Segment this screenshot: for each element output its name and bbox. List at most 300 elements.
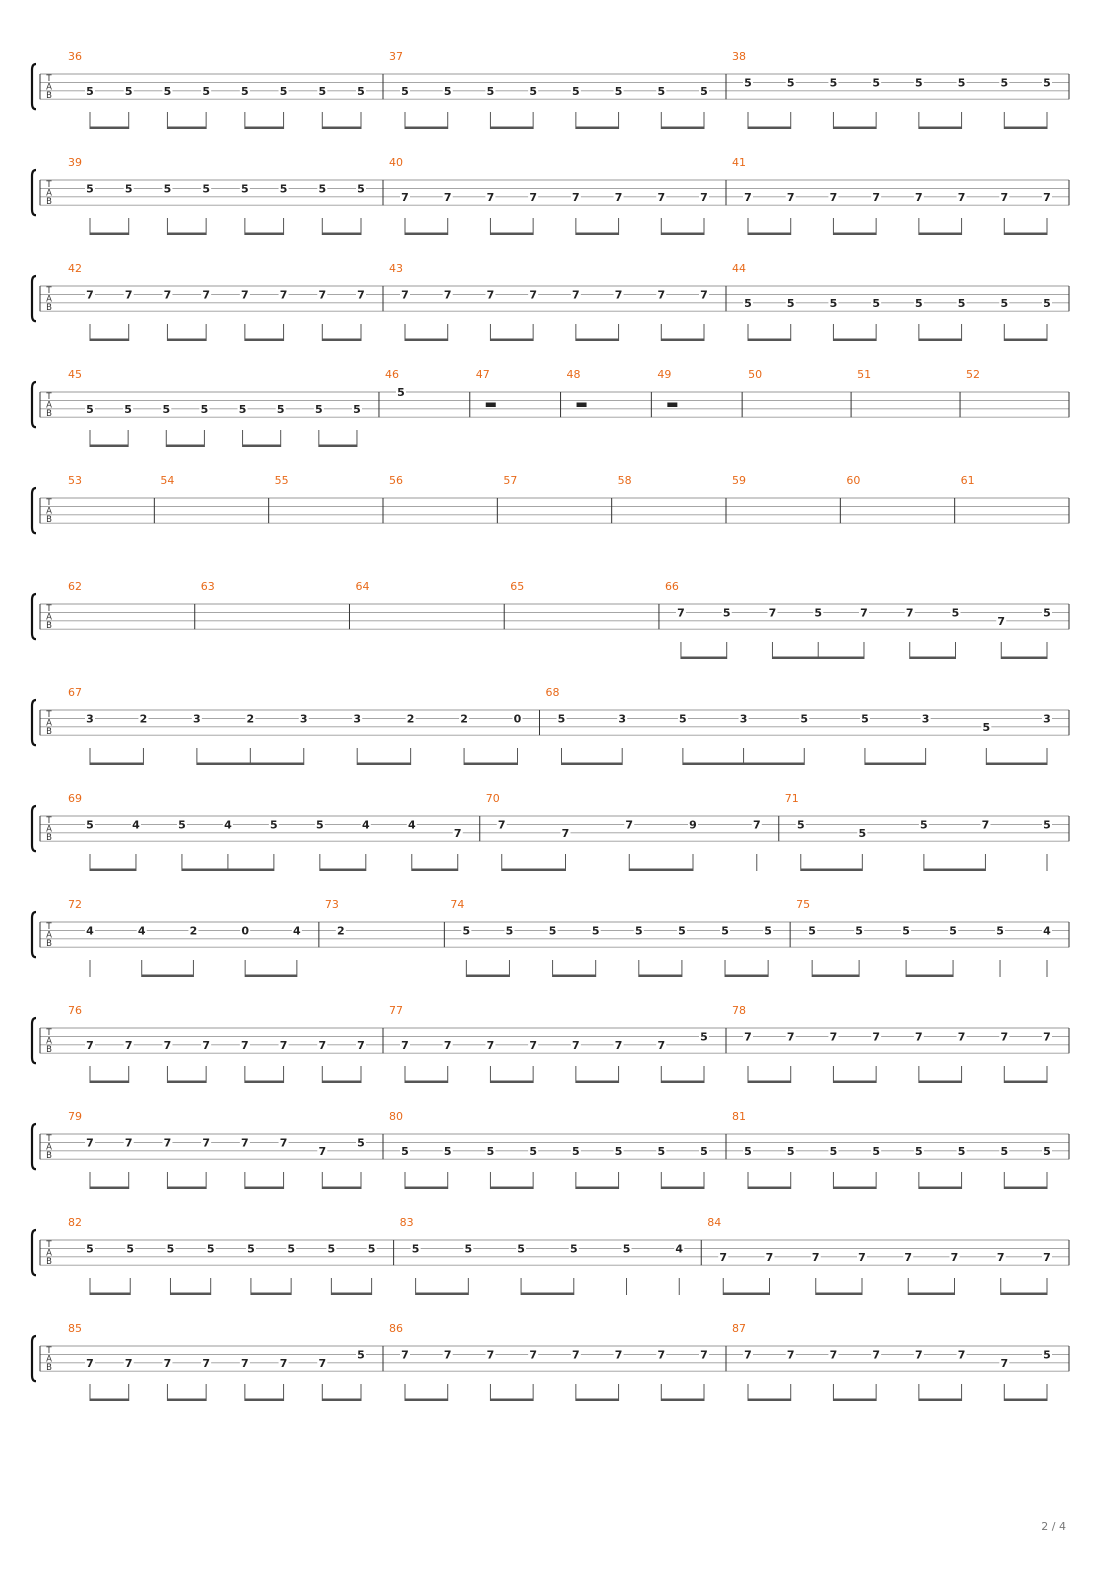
fret-number: 7	[957, 190, 966, 204]
fret-number: 5	[166, 1242, 175, 1256]
beam	[553, 975, 596, 978]
fret-number: 7	[163, 1038, 172, 1052]
measure-number: 60	[846, 474, 861, 487]
measure	[68, 1110, 383, 1189]
fret-number: 7	[957, 1348, 966, 1362]
beam	[748, 1081, 791, 1084]
beam	[167, 127, 206, 130]
beam	[90, 869, 136, 872]
fret-number: 7	[124, 1356, 133, 1370]
fret-number: 5	[700, 1144, 708, 1158]
beam	[865, 763, 926, 766]
measure	[961, 474, 1069, 523]
beam	[405, 233, 448, 236]
fret-number: 5	[327, 1242, 336, 1256]
fret-number: 7	[529, 1038, 537, 1052]
beam	[1001, 1293, 1047, 1296]
beam	[906, 975, 953, 978]
fret-number: 5	[178, 818, 186, 832]
fret-number: 5	[700, 1030, 708, 1044]
fret-number: 5	[744, 296, 752, 310]
fret-number: 7	[614, 288, 623, 302]
fret-number: 7	[700, 288, 708, 302]
measure-number: 42	[68, 262, 82, 275]
measure	[732, 262, 1069, 341]
fret-number: 5	[957, 76, 966, 90]
fret-number: 5	[829, 1144, 838, 1158]
fret-number: 7	[905, 606, 914, 620]
beam	[924, 869, 986, 872]
fret-number: 5	[367, 1242, 376, 1256]
fret-number: 7	[860, 606, 868, 620]
fret-number: 5	[247, 1242, 255, 1256]
fret-number: 5	[401, 1144, 409, 1158]
fret-number: 5	[124, 182, 133, 196]
beam	[167, 1399, 206, 1402]
beam	[723, 1293, 769, 1296]
fret-number: 7	[677, 606, 685, 620]
fret-number: 7	[529, 1348, 537, 1362]
fret-number: 7	[357, 288, 365, 302]
fret-number: 7	[657, 288, 666, 302]
fret-number: 7	[1000, 190, 1009, 204]
beam	[322, 1187, 361, 1190]
fret-number: 7	[915, 1030, 923, 1044]
whole-rest	[667, 403, 677, 408]
fret-number: 5	[529, 1144, 537, 1158]
fret-number: 7	[86, 288, 94, 302]
beam	[812, 975, 859, 978]
beam	[167, 339, 206, 342]
tab-clef-letter: B	[46, 1044, 52, 1055]
fret-number: 7	[163, 1136, 172, 1150]
fret-number: 5	[86, 1242, 94, 1256]
measure-number: 45	[68, 368, 82, 381]
fret-number: 7	[486, 1348, 495, 1362]
fret-number: 5	[486, 84, 495, 98]
fret-number: 7	[572, 288, 580, 302]
system-brace	[32, 1018, 36, 1063]
measure-number: 66	[664, 580, 679, 593]
fret-number: 5	[786, 296, 795, 310]
beam	[245, 975, 297, 978]
staff-system	[32, 262, 1069, 341]
beam	[919, 1081, 962, 1084]
fret-number: 4	[293, 924, 301, 938]
fret-number: 7	[443, 1038, 452, 1052]
measure	[389, 1110, 726, 1189]
fret-number: 3	[921, 712, 930, 726]
staff-system	[32, 580, 1069, 659]
measure	[796, 898, 1069, 977]
measure	[732, 1004, 1069, 1083]
tab-clef-letter: A	[46, 718, 52, 729]
measure	[389, 474, 497, 523]
measure-number: 39	[68, 156, 82, 169]
measure	[389, 262, 726, 341]
fret-number: 7	[858, 1250, 866, 1264]
beam	[683, 763, 804, 766]
fret-number: 5	[829, 76, 838, 90]
measure-number: 74	[450, 898, 465, 911]
beam	[357, 763, 410, 766]
fret-number: 7	[700, 190, 708, 204]
beam	[1001, 657, 1047, 660]
fret-number: 7	[786, 1348, 795, 1362]
measure-number: 50	[748, 368, 763, 381]
system-brace	[32, 1336, 36, 1381]
fret-number: 7	[124, 288, 133, 302]
fret-number: 2	[189, 924, 198, 938]
fret-number: 7	[744, 1030, 752, 1044]
fret-number: 5	[357, 84, 365, 98]
tab-clef-letter: A	[46, 1354, 52, 1365]
staff-system	[32, 50, 1069, 129]
fret-number: 5	[786, 76, 795, 90]
fret-number: 7	[486, 1038, 495, 1052]
tab-clef-letter: T	[46, 180, 52, 190]
staff-system	[32, 156, 1069, 235]
beam	[919, 127, 962, 130]
fret-number: 5	[872, 76, 880, 90]
beam	[748, 1187, 791, 1190]
beam	[576, 233, 619, 236]
beam	[1004, 127, 1047, 130]
fret-number: 5	[279, 182, 288, 196]
fret-number: 2	[460, 712, 468, 726]
fret-number: 7	[904, 1250, 913, 1264]
fret-number: 7	[744, 190, 752, 204]
fret-number: 5	[241, 84, 249, 98]
tab-clef-letter: T	[46, 286, 52, 296]
beam	[90, 339, 129, 342]
beam	[1004, 1187, 1047, 1190]
fret-number: 7	[997, 614, 1006, 628]
measure-number: 38	[732, 50, 746, 63]
fret-number: 5	[721, 924, 729, 938]
tab-clef-letter: B	[46, 1150, 52, 1161]
fret-number: 7	[752, 818, 761, 832]
measure	[389, 50, 726, 129]
tab-clef-letter: A	[46, 188, 52, 199]
fret-number: 5	[548, 924, 557, 938]
fret-number: 7	[829, 1348, 838, 1362]
beam	[639, 975, 682, 978]
beam	[816, 1293, 862, 1296]
beam	[322, 1399, 361, 1402]
measure-number: 46	[384, 368, 399, 381]
fret-number: 7	[744, 1348, 752, 1362]
measure-number: 64	[355, 580, 370, 593]
fret-number: 3	[739, 712, 748, 726]
fret-number: 2	[406, 712, 415, 726]
fret-number: 5	[287, 1242, 295, 1256]
measure	[385, 368, 470, 417]
fret-number: 7	[202, 1038, 210, 1052]
fret-number: 7	[86, 1356, 94, 1370]
fret-number: 5	[858, 826, 867, 840]
measure	[68, 898, 319, 977]
fret-number: 7	[279, 1136, 288, 1150]
fret-number: 7	[279, 1356, 288, 1370]
beam	[166, 445, 204, 448]
measure-number: 37	[389, 50, 403, 63]
staff-system	[32, 792, 1069, 871]
fret-number: 5	[861, 712, 869, 726]
beam	[245, 1399, 284, 1402]
fret-number: 5	[270, 818, 278, 832]
tab-clef-letter: B	[46, 408, 52, 419]
fret-number: 7	[572, 1038, 580, 1052]
staff-system	[32, 1216, 1069, 1295]
measure	[748, 368, 851, 417]
fret-number: 7	[829, 190, 838, 204]
fret-number: 7	[719, 1250, 728, 1264]
fret-number: 7	[829, 1030, 838, 1044]
beam	[919, 233, 962, 236]
measure-number: 83	[399, 1216, 414, 1229]
system-brace	[32, 1124, 36, 1169]
system-brace	[32, 64, 36, 109]
beam	[405, 1187, 448, 1190]
fret-number: 5	[1043, 818, 1051, 832]
beam	[251, 1293, 291, 1296]
fret-number: 7	[614, 1038, 623, 1052]
fret-number: 5	[124, 84, 133, 98]
beam	[90, 127, 129, 130]
beam	[576, 1081, 619, 1084]
whole-rest	[486, 403, 496, 408]
fret-number: 5	[764, 924, 772, 938]
fret-number: 5	[202, 84, 210, 98]
beam	[90, 763, 143, 766]
measure-number: 72	[68, 898, 82, 911]
beam	[245, 233, 284, 236]
measure	[68, 792, 480, 871]
fret-number: 5	[1000, 296, 1009, 310]
measure	[732, 1110, 1069, 1189]
tab-clef-letter: B	[46, 726, 52, 737]
fret-number: 5	[238, 402, 247, 416]
beam	[405, 1081, 448, 1084]
system-brace	[32, 700, 36, 745]
beam	[243, 445, 281, 448]
fret-number: 5	[569, 1242, 578, 1256]
beam	[464, 763, 517, 766]
measure-number: 63	[200, 580, 215, 593]
beam	[170, 1293, 210, 1296]
fret-number: 7	[241, 288, 249, 302]
fret-number: 5	[949, 924, 957, 938]
fret-number: 5	[634, 924, 643, 938]
fret-number: 7	[486, 288, 495, 302]
fret-number: 5	[1043, 1348, 1051, 1362]
fret-number: 5	[357, 182, 365, 196]
tab-clef-letter: B	[46, 938, 52, 949]
fret-number: 7	[529, 190, 537, 204]
measure-number: 68	[545, 686, 560, 699]
fret-number: 5	[915, 296, 923, 310]
beam	[490, 1081, 533, 1084]
system-brace	[32, 912, 36, 957]
fret-number: 5	[657, 84, 666, 98]
fret-number: 5	[1000, 76, 1009, 90]
measure-number: 76	[68, 1004, 82, 1017]
system-brace	[32, 382, 36, 427]
fret-number: 5	[872, 296, 880, 310]
beam	[490, 127, 533, 130]
fret-number: 7	[401, 1038, 409, 1052]
beam	[322, 339, 361, 342]
fret-number: 4	[132, 818, 140, 832]
fret-number: 5	[915, 76, 923, 90]
measure	[707, 1216, 1069, 1295]
beam	[661, 1399, 704, 1402]
measure	[325, 898, 444, 947]
fret-number: 7	[443, 288, 452, 302]
beam	[245, 1187, 284, 1190]
beam	[90, 445, 128, 448]
fret-number: 5	[517, 1242, 525, 1256]
fret-number: 2	[139, 712, 148, 726]
tab-clef-letter: A	[46, 1248, 52, 1259]
fret-number: 7	[625, 818, 634, 832]
fret-number: 5	[357, 1136, 365, 1150]
measure	[732, 156, 1069, 235]
tab-clef-letter: B	[46, 620, 52, 631]
measure-number: 61	[960, 474, 975, 487]
tab-clef-letter: A	[46, 824, 52, 835]
tab-clef-letter: A	[46, 1142, 52, 1153]
beam	[661, 233, 704, 236]
beam	[833, 1399, 876, 1402]
beam	[90, 1081, 129, 1084]
measure-number: 85	[68, 1322, 82, 1335]
fret-number: 5	[678, 924, 686, 938]
beam	[661, 127, 704, 130]
staff-system	[32, 686, 1069, 765]
fret-number: 7	[443, 190, 452, 204]
beam	[490, 339, 533, 342]
measure-number: 62	[68, 580, 82, 593]
fret-number: 7	[1000, 1356, 1009, 1370]
measure-number: 59	[732, 474, 746, 487]
beam	[576, 1187, 619, 1190]
beam	[167, 1187, 206, 1190]
fret-number: 5	[951, 606, 960, 620]
fret-number: 5	[996, 924, 1004, 938]
fret-number: 7	[957, 1030, 966, 1044]
beam	[405, 127, 448, 130]
measure-number: 54	[160, 474, 175, 487]
staff-system	[32, 898, 1069, 977]
measure	[68, 1216, 394, 1295]
fret-number: 5	[1043, 76, 1051, 90]
beam	[1004, 1399, 1047, 1402]
fret-number: 7	[279, 1038, 288, 1052]
fret-number: 5	[622, 1242, 631, 1256]
fret-number: 9	[689, 818, 697, 832]
measure	[503, 474, 611, 523]
fret-number: 7	[1000, 1030, 1009, 1044]
fret-number: 5	[855, 924, 863, 938]
measure-number: 44	[732, 262, 746, 275]
beam	[576, 127, 619, 130]
measure-number: 79	[68, 1110, 82, 1123]
measure-number: 53	[68, 474, 82, 487]
measure	[732, 474, 840, 523]
fret-number: 7	[318, 288, 327, 302]
fret-number: 5	[397, 386, 405, 399]
measure-number: 52	[966, 368, 981, 381]
beam	[142, 975, 194, 978]
tab-clef-letter: B	[46, 90, 52, 101]
measure	[857, 368, 960, 417]
fret-number: 5	[614, 1144, 623, 1158]
beam	[167, 1081, 206, 1084]
beam	[90, 233, 129, 236]
fret-number: 3	[299, 712, 308, 726]
fret-number: 5	[401, 84, 409, 98]
fret-number: 5	[486, 1144, 495, 1158]
measure-number: 71	[784, 792, 799, 805]
page-number: 2 / 4	[1041, 1520, 1066, 1533]
fret-number: 3	[86, 712, 94, 726]
measure-number: 57	[503, 474, 518, 487]
fret-number: 5	[872, 1144, 880, 1158]
measure	[846, 474, 954, 523]
beam	[661, 1081, 704, 1084]
fret-number: 5	[1043, 1144, 1051, 1158]
fret-number: 4	[361, 818, 370, 832]
fret-number: 5	[614, 84, 623, 98]
measure	[68, 474, 154, 523]
beam	[90, 1399, 129, 1402]
beam	[661, 339, 704, 342]
measure-number: 81	[732, 1110, 746, 1123]
tab-clef-letter: T	[46, 922, 52, 932]
fret-number: 5	[126, 1242, 135, 1256]
tab-clef-letter: T	[46, 1346, 52, 1356]
fret-number: 5	[202, 182, 210, 196]
fret-number: 7	[486, 190, 495, 204]
fret-number: 5	[318, 84, 327, 98]
fret-number: 7	[996, 1250, 1005, 1264]
measure-number: 87	[732, 1322, 746, 1335]
fret-number: 7	[572, 1348, 580, 1362]
beam	[986, 763, 1047, 766]
fret-number: 7	[401, 1348, 409, 1362]
fret-number: 4	[407, 818, 416, 832]
measure	[732, 1322, 1069, 1401]
fret-number: 3	[618, 712, 627, 726]
fret-number: 7	[529, 288, 537, 302]
measure-number: 70	[485, 792, 500, 805]
beam	[416, 1293, 469, 1296]
fret-number: 5	[200, 402, 209, 416]
fret-number: 7	[401, 288, 409, 302]
fret-number: 7	[241, 1356, 249, 1370]
measure-number: 75	[796, 898, 811, 911]
measure-number: 48	[566, 368, 581, 381]
fret-number: 7	[241, 1136, 249, 1150]
tab-clef-letter: A	[46, 294, 52, 305]
tab-clef-letter: B	[46, 1256, 52, 1267]
fret-number: 7	[786, 1030, 795, 1044]
fret-number: 5	[124, 402, 132, 416]
beam	[919, 1399, 962, 1402]
fret-number: 2	[337, 924, 345, 938]
